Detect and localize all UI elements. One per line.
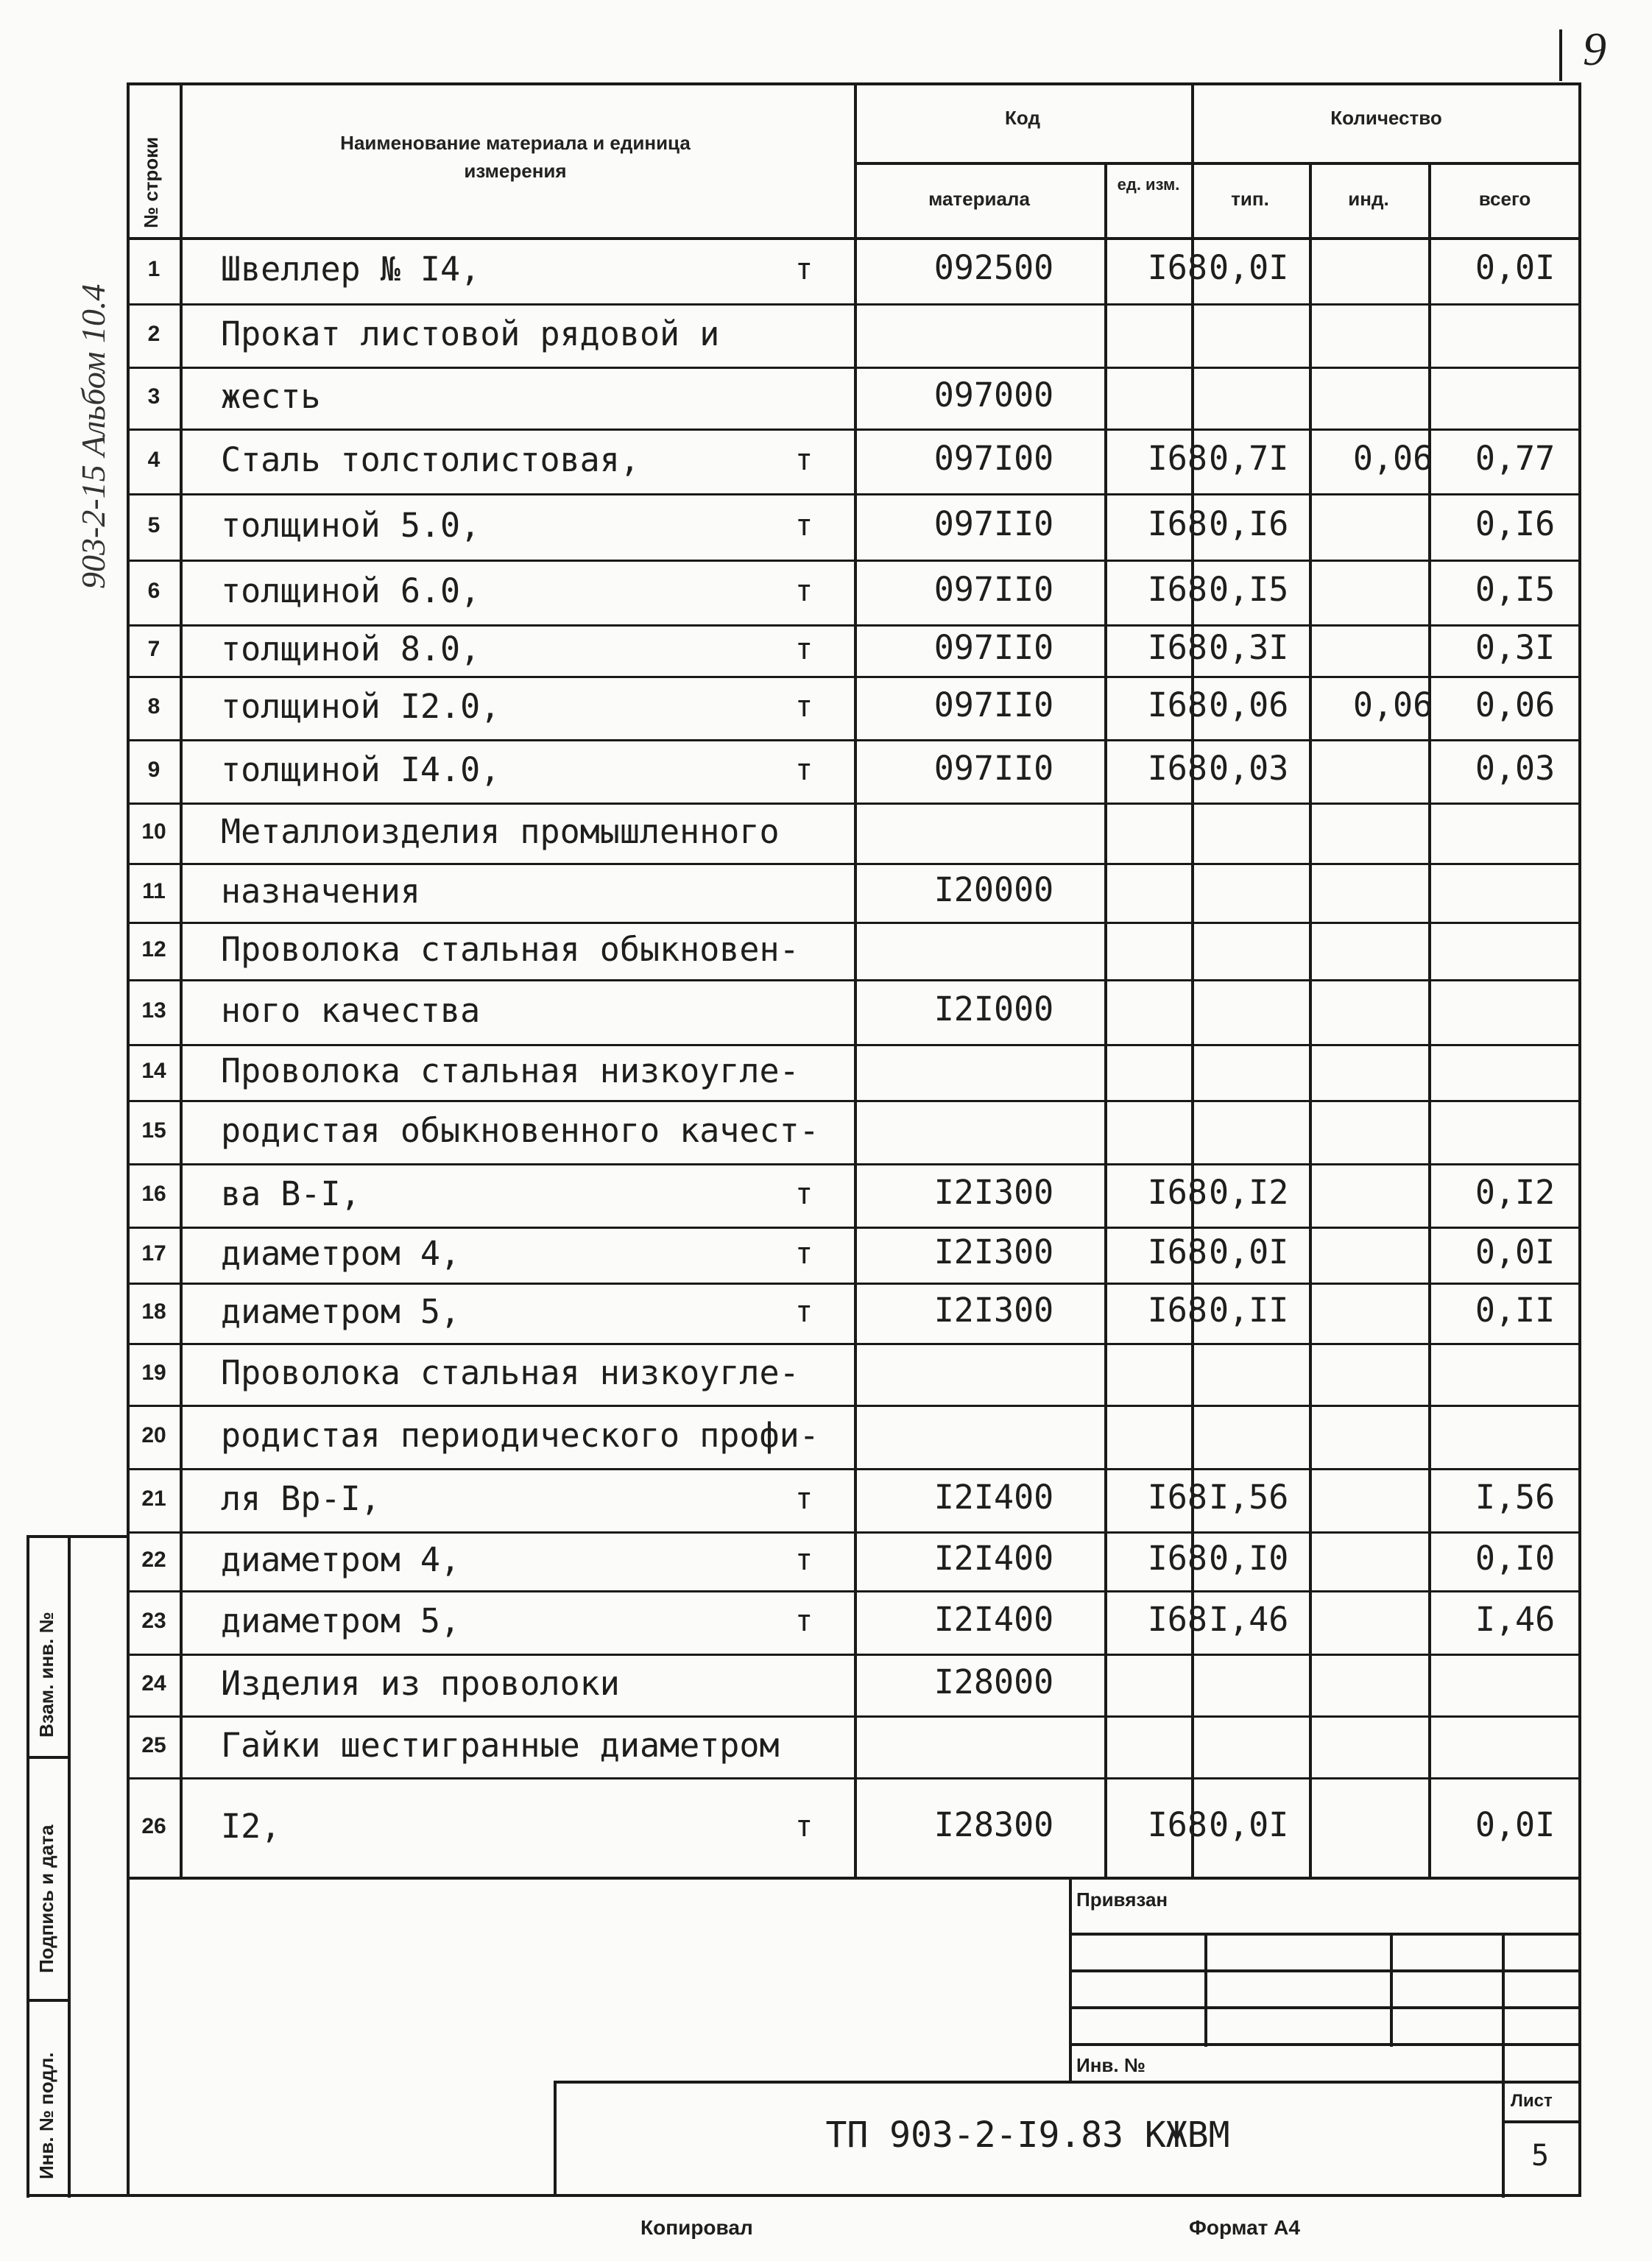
qty-total: 0,I6 bbox=[1475, 504, 1556, 543]
sheet-number: 5 bbox=[1531, 2139, 1550, 2173]
unit-of-measure: т bbox=[795, 1295, 813, 1329]
header-code-unit: ед. изм. bbox=[1117, 175, 1180, 194]
material-name: диаметром 5, bbox=[221, 1601, 461, 1640]
qty-typical: 0,3I bbox=[1209, 628, 1289, 667]
unit-code: I68 bbox=[1147, 1478, 1207, 1517]
stamp-podpis: Подпись и дата bbox=[35, 1824, 57, 1973]
material-name: I2, bbox=[221, 1806, 281, 1846]
unit-of-measure: т bbox=[795, 443, 813, 477]
unit-code: I68 bbox=[1147, 504, 1207, 543]
unit-of-measure: т bbox=[795, 753, 813, 787]
qty-total: 0,I2 bbox=[1475, 1173, 1556, 1212]
unit-code: I68 bbox=[1147, 1805, 1207, 1844]
unit-code: I68 bbox=[1147, 248, 1207, 287]
unit-of-measure: т bbox=[795, 1604, 813, 1638]
qty-individual: 0,06 bbox=[1352, 439, 1433, 478]
material-code: I2I000 bbox=[933, 990, 1054, 1029]
row-divider bbox=[127, 1163, 1581, 1165]
qty-total: 0,03 bbox=[1475, 749, 1556, 788]
qty-total: 0,3I bbox=[1475, 628, 1556, 667]
row-number: 13 bbox=[141, 998, 166, 1023]
row-number: 4 bbox=[147, 448, 160, 472]
unit-code: I68 bbox=[1147, 570, 1207, 609]
header-code-material: материала bbox=[928, 188, 1030, 210]
qty-total: I,56 bbox=[1475, 1478, 1556, 1517]
row-divider bbox=[127, 1405, 1581, 1407]
qty-total: 0,0I bbox=[1475, 1232, 1556, 1271]
row-number: 3 bbox=[147, 384, 160, 409]
row-divider bbox=[127, 676, 1581, 678]
document-code: ТП 903-2-I9.83 КЖВМ bbox=[825, 2114, 1230, 2156]
unit-of-measure: т bbox=[795, 574, 813, 608]
material-name: диаметром 4, bbox=[221, 1234, 461, 1273]
material-name: толщиной 5.0, bbox=[221, 506, 481, 545]
row-number: 18 bbox=[141, 1299, 166, 1324]
row-divider bbox=[127, 803, 1581, 805]
material-name: диаметром 4, bbox=[221, 1540, 461, 1579]
qty-typical: 0,I0 bbox=[1209, 1539, 1289, 1578]
material-name: Металлоизделия промышленного bbox=[221, 812, 780, 851]
material-code: 097II0 bbox=[933, 628, 1054, 667]
material-name: Проволока стальная низкоугле- bbox=[221, 1353, 799, 1392]
row-divider bbox=[127, 1654, 1581, 1656]
row-divider bbox=[127, 493, 1581, 495]
material-name: Швеллер № I4, bbox=[221, 250, 481, 289]
material-name: толщиной I2.0, bbox=[221, 687, 501, 726]
material-name: Прокат листовой рядовой и bbox=[221, 314, 720, 353]
row-number: 11 bbox=[142, 879, 166, 903]
row-number: 2 bbox=[147, 322, 160, 346]
qty-total: 0,77 bbox=[1475, 439, 1556, 478]
header-quantity: Количество bbox=[1330, 107, 1442, 129]
qty-total: 0,06 bbox=[1475, 685, 1556, 724]
material-code: 092500 bbox=[933, 248, 1054, 287]
material-code: I2I300 bbox=[933, 1232, 1054, 1271]
qty-typical: I,56 bbox=[1209, 1478, 1289, 1517]
row-divider bbox=[127, 1100, 1581, 1102]
row-divider bbox=[127, 560, 1581, 562]
row-number: 26 bbox=[141, 1813, 166, 1838]
unit-of-measure: т bbox=[795, 632, 813, 666]
material-name: толщиной 6.0, bbox=[221, 571, 481, 610]
material-name: родистая периодического профи- bbox=[221, 1416, 819, 1455]
material-name: ля Вр-I, bbox=[221, 1479, 381, 1518]
material-name: Гайки шестигранные диаметром bbox=[221, 1726, 780, 1765]
row-divider bbox=[127, 1044, 1581, 1046]
material-code: 097II0 bbox=[933, 749, 1054, 788]
stamp-vzam: Взам. инв. № bbox=[35, 1612, 57, 1738]
material-code: 097I00 bbox=[933, 439, 1054, 478]
row-number: 19 bbox=[141, 1361, 166, 1385]
row-number: 5 bbox=[147, 513, 160, 537]
row-divider bbox=[127, 979, 1581, 981]
row-divider bbox=[127, 1283, 1581, 1285]
material-code: 097II0 bbox=[933, 570, 1054, 609]
material-code: I2I400 bbox=[933, 1539, 1054, 1578]
row-number: 8 bbox=[147, 694, 160, 719]
unit-of-measure: т bbox=[795, 1177, 813, 1211]
row-number: 6 bbox=[147, 579, 160, 603]
qty-typical: 0,0I bbox=[1209, 1805, 1289, 1844]
qty-typical: 0,0I bbox=[1209, 248, 1289, 287]
material-name: жесть bbox=[221, 377, 321, 416]
unit-of-measure: т bbox=[795, 1482, 813, 1516]
material-code: 097II0 bbox=[933, 504, 1054, 543]
material-name: Проволока стальная обыкновен- bbox=[221, 930, 799, 969]
qty-total: I,46 bbox=[1475, 1600, 1556, 1639]
table-bottom bbox=[127, 1877, 1581, 1880]
row-number: 22 bbox=[141, 1548, 166, 1572]
sheet-label: Лист bbox=[1511, 2091, 1553, 2111]
row-number: 1 bbox=[147, 257, 160, 281]
row-number: 10 bbox=[141, 819, 166, 844]
qty-total: 0,0I bbox=[1475, 1805, 1556, 1844]
row-divider bbox=[127, 1227, 1581, 1229]
qty-total: 0,I5 bbox=[1475, 570, 1556, 609]
row-divider bbox=[127, 624, 1581, 627]
row-number: 20 bbox=[141, 1423, 166, 1447]
row-number: 17 bbox=[141, 1241, 166, 1266]
row-divider bbox=[127, 1343, 1581, 1345]
page-number: 9 bbox=[1583, 23, 1606, 75]
material-name: толщиной 8.0, bbox=[221, 629, 481, 669]
unit-code: I68 bbox=[1147, 628, 1207, 667]
qty-typical: 0,I6 bbox=[1209, 504, 1289, 543]
qty-total: 0,0I bbox=[1475, 248, 1556, 287]
row-divider bbox=[127, 1590, 1581, 1592]
material-code: I28300 bbox=[933, 1805, 1054, 1844]
material-code: 097000 bbox=[933, 375, 1054, 415]
material-name: родистая обыкновенного качест- bbox=[221, 1111, 819, 1150]
privyazan-label: Привязан bbox=[1076, 1888, 1168, 1911]
material-name: ного качества bbox=[221, 991, 481, 1030]
material-name: Изделия из проволоки bbox=[221, 1664, 620, 1703]
unit-of-measure: т bbox=[795, 1543, 813, 1577]
qty-typical: 0,0I bbox=[1209, 1232, 1289, 1271]
row-divider bbox=[127, 367, 1581, 369]
row-divider bbox=[127, 1468, 1581, 1470]
row-number: 16 bbox=[141, 1182, 166, 1206]
album-label: 903-2-15 Альбом 10.4 bbox=[74, 283, 112, 589]
material-code: I2I300 bbox=[933, 1291, 1054, 1330]
header-code: Код bbox=[1005, 107, 1040, 129]
row-divider bbox=[127, 1777, 1581, 1779]
qty-typical: 0,7I bbox=[1209, 439, 1289, 478]
qty-typical: 0,03 bbox=[1209, 749, 1289, 788]
row-number: 21 bbox=[141, 1486, 166, 1511]
material-name: Сталь толстолистовая, bbox=[221, 440, 640, 479]
unit-code: I68 bbox=[1147, 1291, 1207, 1330]
unit-of-measure: т bbox=[795, 1809, 813, 1844]
inv-no-label: Инв. № bbox=[1076, 2054, 1146, 2076]
row-number: 23 bbox=[141, 1609, 166, 1633]
row-number: 7 bbox=[147, 637, 160, 661]
row-number: 25 bbox=[141, 1733, 166, 1757]
material-code: I2I400 bbox=[933, 1478, 1054, 1517]
qty-total: 0,II bbox=[1475, 1291, 1556, 1330]
material-name: толщиной I4.0, bbox=[221, 750, 501, 789]
row-divider bbox=[127, 1715, 1581, 1718]
unit-code: I68 bbox=[1147, 1539, 1207, 1578]
row-number: 24 bbox=[141, 1671, 166, 1696]
unit-code: I68 bbox=[1147, 1232, 1207, 1271]
footer-copied: Копировал bbox=[640, 2216, 753, 2239]
row-number: 12 bbox=[141, 937, 166, 962]
header-qty-ind: инд. bbox=[1348, 188, 1389, 210]
qty-typical: 0,II bbox=[1209, 1291, 1289, 1330]
header-row-no: № строки bbox=[140, 136, 162, 228]
material-name: назначения bbox=[221, 872, 420, 911]
row-divider bbox=[127, 428, 1581, 431]
material-code: 097II0 bbox=[933, 685, 1054, 724]
unit-code: I68 bbox=[1147, 685, 1207, 724]
row-divider bbox=[127, 1531, 1581, 1534]
material-code: I20000 bbox=[933, 870, 1054, 909]
footer-format: Формат А4 bbox=[1189, 2216, 1300, 2239]
row-number: 14 bbox=[141, 1059, 166, 1083]
unit-code: I68 bbox=[1147, 1173, 1207, 1212]
header-name: Наименование материала и единица измерения bbox=[340, 132, 691, 182]
qty-typical: 0,I5 bbox=[1209, 570, 1289, 609]
qty-typical: 0,I2 bbox=[1209, 1173, 1289, 1212]
row-divider bbox=[127, 863, 1581, 865]
page-number-rule bbox=[1559, 29, 1562, 81]
row-number: 15 bbox=[141, 1118, 166, 1143]
qty-individual: 0,06 bbox=[1352, 685, 1433, 724]
unit-of-measure: т bbox=[795, 509, 813, 543]
material-name: ва В-I, bbox=[221, 1174, 361, 1213]
qty-total: 0,I0 bbox=[1475, 1539, 1556, 1578]
row-divider bbox=[127, 739, 1581, 741]
row-number: 9 bbox=[147, 758, 160, 782]
material-code: I2I300 bbox=[933, 1173, 1054, 1212]
header-qty-total: всего bbox=[1478, 188, 1531, 210]
unit-of-measure: т bbox=[795, 253, 813, 286]
row-divider bbox=[127, 922, 1581, 924]
qty-typical: I,46 bbox=[1209, 1600, 1289, 1639]
material-code: I2I400 bbox=[933, 1600, 1054, 1639]
header-qty-typ: тип. bbox=[1231, 188, 1269, 210]
unit-code: I68 bbox=[1147, 749, 1207, 788]
material-name: Проволока стальная низкоугле- bbox=[221, 1051, 799, 1090]
unit-of-measure: т bbox=[795, 690, 813, 724]
unit-code: I68 bbox=[1147, 1600, 1207, 1639]
stamp-inv-podl: Инв. № подл. bbox=[35, 2052, 57, 2179]
material-code: I28000 bbox=[933, 1662, 1054, 1701]
material-name: диаметром 5, bbox=[221, 1292, 461, 1331]
unit-code: I68 bbox=[1147, 439, 1207, 478]
qty-typical: 0,06 bbox=[1209, 685, 1289, 724]
row-divider bbox=[127, 303, 1581, 306]
unit-of-measure: т bbox=[795, 1237, 813, 1271]
